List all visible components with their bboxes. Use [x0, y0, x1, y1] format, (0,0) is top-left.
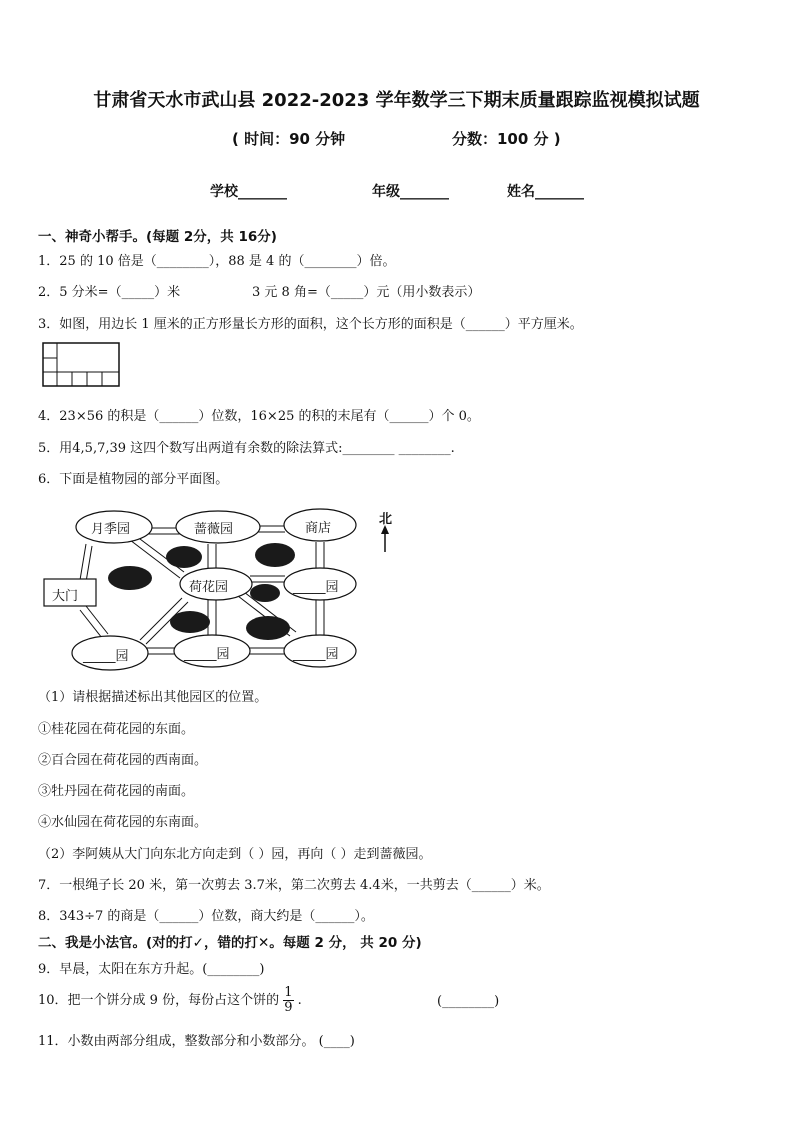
fraction-denominator: 9 [284, 1000, 293, 1015]
map-label-qiangwei: 蔷薇园 [194, 522, 234, 537]
question-6-1c: ③牡丹园在荷花园的南面。 [38, 784, 195, 799]
question-10-answer-blank[interactable]: (________) [437, 994, 500, 1009]
map-label-blank-sw: _____园 [83, 649, 129, 664]
section2-title: 二、我是小法官。(对的打✓，错的打✕。每题 2 分， 共 20 分) [38, 935, 422, 951]
map-label-blank-east: _____园 [293, 580, 339, 595]
section1-title: 一、神奇小帮手。(每题 2分，共 16分) [38, 229, 277, 245]
question-6-1d: ④水仙园在荷花园的东南面。 [38, 815, 208, 830]
fraction-one-ninth [283, 986, 293, 1015]
grade-field[interactable]: 年级_______ [372, 184, 449, 200]
question-10 [38, 986, 302, 1015]
north-label: 北 [379, 512, 393, 527]
map-label-damen: 大门 [52, 589, 79, 604]
exam-time: ( 时间：90 分钟 [232, 130, 346, 148]
question-2b: 3 元 8 角=（_____）元（用小数表示） [252, 285, 481, 300]
exam-score: 分数：100 分 ) [452, 130, 561, 148]
map-label-hehua: 荷花园 [189, 580, 229, 595]
question-10-text: 10．把一个饼分成 9 份，每份占这个饼的 [38, 993, 280, 1008]
map-label-blank-s: _____园 [184, 647, 230, 662]
name-field[interactable]: 姓名_______ [507, 184, 584, 200]
school-field[interactable]: 学校_______ [210, 184, 287, 200]
question-4: 4．23×56 的积是（______）位数，16×25 的积的末尾有（______）个 0。 [38, 409, 480, 424]
question-2a: 2．5 分米=（_____）米 [38, 285, 181, 300]
question-5: 5．用4,5,7,39 这四个数写出两道有余数的除法算式:________ ________. [38, 441, 455, 456]
question-6-1b: ②百合园在荷花园的西南面。 [38, 753, 208, 768]
fraction-numerator: 1 [284, 985, 293, 1000]
question-9: 9．早晨，太阳在东方升起。(________) [38, 962, 265, 977]
question-3: 3．如图，用边长 1 厘米的正方形量长方形的面积，这个长方形的面积是（______）平方厘米。 [38, 317, 583, 332]
question-1: 1．25 的 10 倍是（________），88 是 4 的（________）倍。 [38, 254, 396, 269]
map-label-shangdian: 商店 [305, 521, 332, 536]
question-6-1a: ①桂花园在荷花园的东面。 [38, 722, 195, 737]
question-10-end: . [297, 993, 302, 1008]
question-6-1: （1）请根据描述标出其他园区的位置。 [38, 690, 268, 705]
question-6: 6．下面是植物园的部分平面图。 [38, 472, 229, 487]
question-8: 8．343÷7 的商是（______）位数，商大约是（______）。 [38, 909, 374, 924]
map-label-yueji: 月季园 [91, 522, 131, 537]
page-title: 甘肃省天水市武山县 2022-2023 学年数学三下期末质量跟踪监视模拟试题 [93, 90, 700, 111]
question-7: 7．一根绳子长 20 米，第一次剪去 3.7米，第二次剪去 4.4米，一共剪去（______）米。 [38, 878, 550, 893]
rectangle-grid-figure [42, 342, 122, 388]
question-11: 11．小数由两部分组成，整数部分和小数部分。 (____) [38, 1034, 355, 1049]
map-label-blank-se: _____园 [293, 647, 339, 662]
question-6-2: （2）李阿姨从大门向东北方向走到（ ）园，再向（ ）走到蔷薇园。 [38, 847, 432, 862]
